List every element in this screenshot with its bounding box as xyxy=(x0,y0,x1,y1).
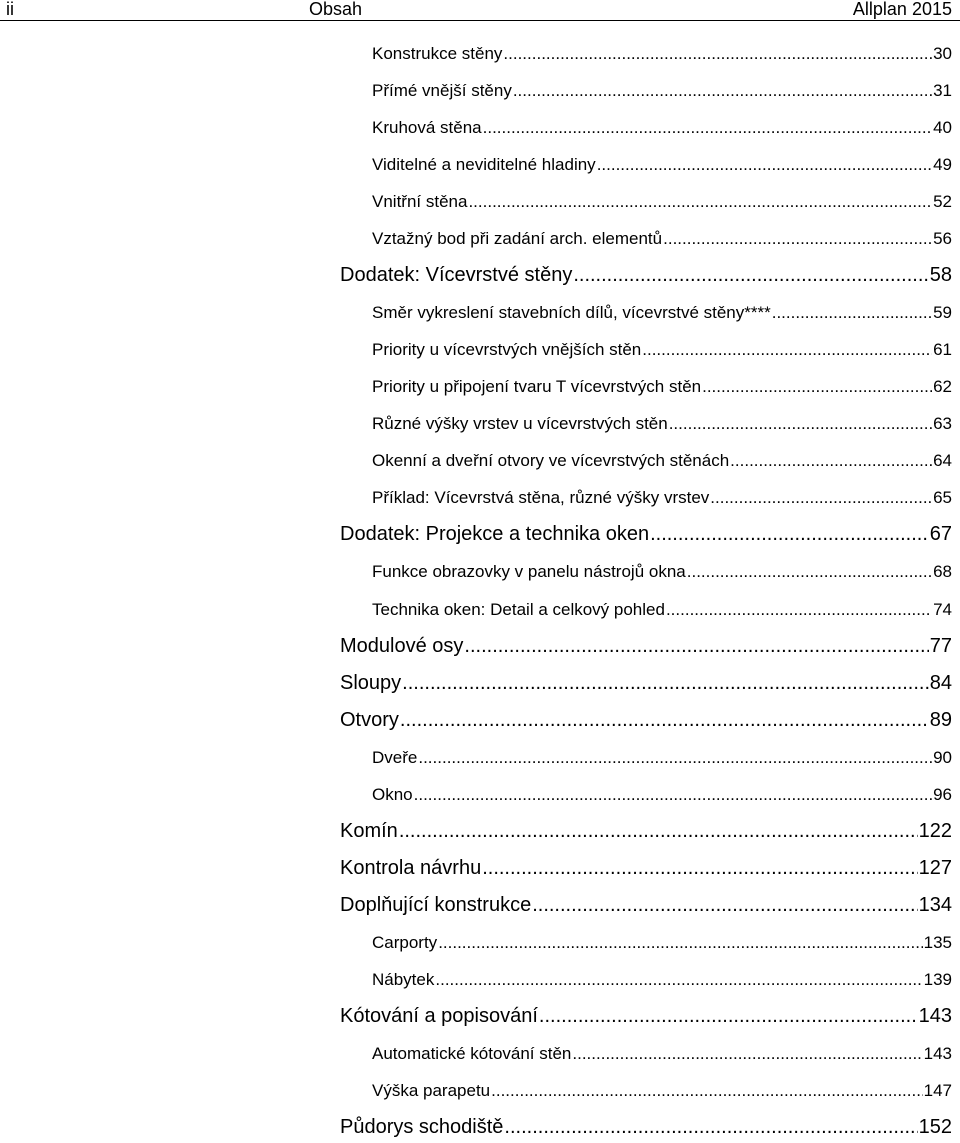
toc-entry-page: 52 xyxy=(933,192,952,211)
toc-dot-leader xyxy=(573,264,928,287)
toc-entry-title: Komín xyxy=(340,820,398,842)
toc-entry-page: 56 xyxy=(933,229,952,248)
toc-section-entry[interactable] xyxy=(372,118,952,138)
toc-entry-page: 89 xyxy=(929,709,952,731)
toc-dot-leader xyxy=(532,894,917,917)
toc-dot-leader xyxy=(663,229,932,249)
toc-entry-title: Dveře xyxy=(372,748,418,767)
toc-dot-leader xyxy=(650,523,929,546)
toc-chapter-entry[interactable] xyxy=(340,857,952,881)
toc-dot-leader xyxy=(513,81,932,101)
header-book-title: Allplan 2015 xyxy=(852,0,952,19)
toc-entry-title: Přímé vnější stěny xyxy=(372,81,512,100)
toc-entry-title: Carporty xyxy=(372,933,438,952)
toc-section-entry[interactable] xyxy=(372,562,952,582)
toc-chapter-entry[interactable] xyxy=(340,635,952,659)
toc-chapter-entry[interactable] xyxy=(340,820,952,844)
toc-entry-page: 62 xyxy=(933,377,952,396)
toc-entry-title: Příklad: Vícevrstvá stěna, různé výšky vrstev xyxy=(372,488,710,507)
toc-section-entry[interactable] xyxy=(372,377,952,397)
toc-section-entry[interactable] xyxy=(372,600,952,620)
toc-entry-page: 152 xyxy=(918,1116,952,1138)
toc-dot-leader xyxy=(491,1081,922,1101)
toc-entry-title: Automatické kótování stěn xyxy=(372,1044,572,1063)
toc-section-entry[interactable] xyxy=(372,81,952,101)
toc-entry-page: 147 xyxy=(923,1081,952,1100)
toc-entry-title: Dodatek: Vícevrstvé stěny xyxy=(340,264,573,286)
toc-entry-title: Priority u vícevrstvých vnějších stěn xyxy=(372,340,642,359)
toc-chapter-entry[interactable] xyxy=(340,894,952,918)
toc-entry-page: 90 xyxy=(933,748,952,767)
toc-entry-page: 74 xyxy=(933,600,952,619)
toc-chapter-entry[interactable] xyxy=(340,1116,952,1140)
toc-dot-leader xyxy=(539,1005,918,1028)
toc-dot-leader xyxy=(418,748,932,768)
toc-section-entry[interactable] xyxy=(372,155,952,175)
toc-entry-page: 143 xyxy=(918,1005,952,1027)
toc-dot-leader xyxy=(438,933,922,953)
toc-entry-title: Nábytek xyxy=(372,970,435,989)
toc-dot-leader xyxy=(710,488,932,508)
toc-entry-page: 135 xyxy=(923,933,952,952)
toc-section-entry[interactable] xyxy=(372,488,952,508)
toc-dot-leader xyxy=(702,377,932,397)
toc-entry-title: Otvory xyxy=(340,709,399,731)
toc-dot-leader xyxy=(597,155,932,175)
toc-dot-leader xyxy=(402,672,929,695)
toc-entry-title: Půdorys schodiště xyxy=(340,1116,504,1138)
toc-section-entry[interactable] xyxy=(372,340,952,360)
toc-dot-leader xyxy=(414,785,932,805)
toc-section-entry[interactable] xyxy=(372,1081,952,1101)
toc-entry-page: 49 xyxy=(933,155,952,174)
toc-entry-page: 61 xyxy=(933,340,952,359)
toc-section-entry[interactable] xyxy=(372,451,952,471)
toc-entry-page: 65 xyxy=(933,488,952,507)
toc-entry-page: 67 xyxy=(929,523,952,545)
toc-section-entry[interactable] xyxy=(372,414,952,434)
toc-section-entry[interactable] xyxy=(372,785,952,805)
toc-section-entry[interactable] xyxy=(372,229,952,249)
toc-chapter-entry[interactable] xyxy=(340,264,952,288)
toc-entry-title: Kontrola návrhu xyxy=(340,857,482,879)
toc-entry-page: 68 xyxy=(933,562,952,581)
toc-entry-title: Sloupy xyxy=(340,672,402,694)
toc-entry-title: Doplňující konstrukce xyxy=(340,894,532,916)
toc-entry-page: 58 xyxy=(929,264,952,286)
toc-dot-leader xyxy=(482,857,917,880)
toc-entry-page: 30 xyxy=(933,44,952,63)
toc-dot-leader xyxy=(464,635,928,658)
toc-section-entry[interactable] xyxy=(372,303,952,323)
toc-dot-leader xyxy=(642,340,932,360)
header-page-number: ii xyxy=(6,0,14,19)
toc-entry-title: Výška parapetu xyxy=(372,1081,491,1100)
toc-entry-title: Kruhová stěna xyxy=(372,118,482,137)
toc-entry-title: Modulové osy xyxy=(340,635,464,657)
toc-entry-title: Dodatek: Projekce a technika oken xyxy=(340,523,650,545)
toc-dot-leader xyxy=(666,600,932,620)
toc-dot-leader xyxy=(572,1044,922,1064)
toc-entry-title: Směr vykreslení stavebních dílů, vícevrstvé stěny**** xyxy=(372,303,771,322)
toc-dot-leader xyxy=(772,303,932,323)
toc-section-entry[interactable] xyxy=(372,192,952,212)
toc-entry-page: 59 xyxy=(933,303,952,322)
toc-entry-page: 134 xyxy=(918,894,952,916)
toc-entry-page: 31 xyxy=(933,81,952,100)
header-section-title: Obsah xyxy=(309,0,363,19)
toc-entry-title: Vnitřní stěna xyxy=(372,192,468,211)
toc-dot-leader xyxy=(400,709,929,732)
toc-entry-page: 40 xyxy=(933,118,952,137)
toc-chapter-entry[interactable] xyxy=(340,672,952,696)
toc-entry-page: 96 xyxy=(933,785,952,804)
toc-chapter-entry[interactable] xyxy=(340,1005,952,1029)
toc-entry-page: 63 xyxy=(933,414,952,433)
toc-entry-title: Funkce obrazovky v panelu nástrojů okna xyxy=(372,562,686,581)
toc-dot-leader xyxy=(669,414,932,434)
toc-entry-page: 127 xyxy=(918,857,952,879)
toc-entry-page: 139 xyxy=(923,970,952,989)
toc-chapter-entry[interactable] xyxy=(340,709,952,733)
toc-entry-page: 143 xyxy=(923,1044,952,1063)
toc-section-entry[interactable] xyxy=(372,970,952,990)
toc-dot-leader xyxy=(730,451,932,471)
toc-entry-title: Kótování a popisování xyxy=(340,1005,538,1027)
toc-entry-title: Konstrukce stěny xyxy=(372,44,503,63)
toc-dot-leader xyxy=(483,118,932,138)
toc-section-entry[interactable] xyxy=(372,1044,952,1064)
toc-entry-page: 77 xyxy=(929,635,952,657)
toc-entry-title: Okno xyxy=(372,785,413,804)
toc-chapter-entry[interactable] xyxy=(340,523,952,547)
toc-entry-title: Priority u připojení tvaru T vícevrstvých stěn xyxy=(372,377,702,396)
toc-entry-title: Viditelné a neviditelné hladiny xyxy=(372,155,596,174)
toc-entry-title: Vztažný bod při zadání arch. elementů xyxy=(372,229,663,248)
toc-dot-leader xyxy=(399,820,918,843)
toc-dot-leader xyxy=(435,970,922,990)
toc-dot-leader xyxy=(503,44,932,64)
toc-dot-leader xyxy=(687,562,932,582)
toc-entry-page: 84 xyxy=(929,672,952,694)
toc-entry-page: 122 xyxy=(918,820,952,842)
toc-section-entry[interactable] xyxy=(372,44,952,64)
toc-dot-leader xyxy=(468,192,932,212)
toc-entry-title: Různé výšky vrstev u vícevrstvých stěn xyxy=(372,414,668,433)
toc-entry-title: Technika oken: Detail a celkový pohled xyxy=(372,600,665,619)
toc-section-entry[interactable] xyxy=(372,748,952,768)
toc-section-entry[interactable] xyxy=(372,933,952,953)
toc-entry-page: 64 xyxy=(933,451,952,470)
toc-dot-leader xyxy=(504,1116,917,1139)
toc-entry-title: Okenní a dveřní otvory ve vícevrstvých stěnách xyxy=(372,451,730,470)
